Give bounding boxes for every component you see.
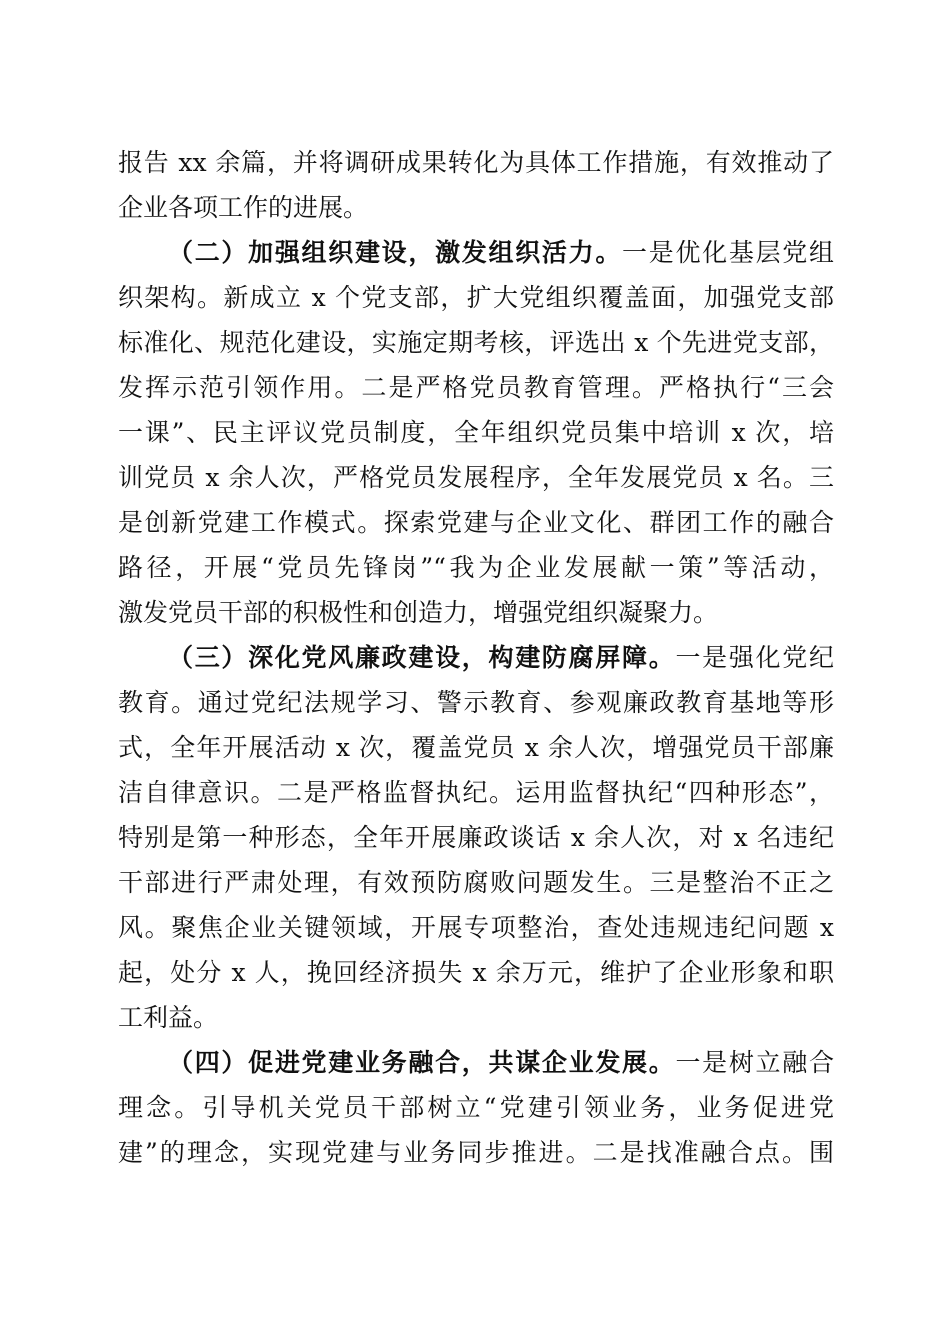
text-segment: 起，处分 x 人，挽回经济损失 x 余万元，维护了企业形象和职 [118, 958, 834, 987]
text-segment: 干部进行严肃处理，有效预防腐败问题发生。三是整治不正之 [118, 868, 834, 897]
text-line [118, 230, 834, 275]
text-line [118, 680, 834, 725]
text-line [118, 275, 834, 320]
text-segment: 工利益。 [118, 1003, 219, 1032]
text-line [118, 455, 834, 500]
text-segment: 激发党员干部的积极性和创造力，增强党组织凝聚力。 [118, 598, 719, 627]
paragraph [118, 140, 834, 230]
text-segment: 特别是第一种形态，全年开展廉政谈话 x 余人次，对 x 名违纪 [118, 823, 834, 852]
text-line [118, 590, 834, 635]
text-segment: 训党员 x 余人次，严格党员发展程序，全年发展党员 x 名。三 [118, 463, 834, 492]
text-segment: 企业各项工作的进展。 [118, 193, 369, 222]
section-heading: （三）深化党风廉政建设，构建防腐屏障。 [168, 643, 676, 672]
text-segment: 洁自律意识。二是严格监督执纪。运用监督执纪“四种形态”， [118, 778, 834, 807]
document-body [118, 140, 834, 1175]
text-segment: 标准化、规范化建设，实施定期考核，评选出 x 个先进党支部， [118, 328, 834, 357]
paragraph [118, 1040, 834, 1175]
text-line [118, 770, 834, 815]
text-line [118, 365, 834, 410]
text-segment: 式，全年开展活动 x 次，覆盖党员 x 余人次，增强党员干部廉 [118, 733, 834, 762]
section-heading: （四）促进党建业务融合，共谋企业发展。 [168, 1048, 676, 1077]
text-segment: 风。聚焦企业关键领域，开展专项整治，查处违规违纪问题 x [118, 913, 834, 942]
text-segment: 路径，开展“党员先锋岗”“我为企业发展献一策”等活动， [118, 553, 834, 582]
text-line [118, 860, 834, 905]
text-segment: 一是优化基层党组 [622, 238, 834, 267]
text-line [118, 545, 834, 590]
paragraph [118, 635, 834, 1040]
text-line [118, 950, 834, 995]
text-line [118, 320, 834, 365]
paragraph [118, 230, 834, 635]
text-line [118, 725, 834, 770]
text-segment: 一是树立融合 [675, 1048, 834, 1077]
text-segment: 一课”、民主评议党员制度，全年组织党员集中培训 x 次，培 [118, 418, 834, 447]
text-segment: 织架构。新成立 x 个党支部，扩大党组织覆盖面，加强党支部 [118, 283, 834, 312]
text-line [118, 185, 834, 230]
text-segment: 理念。引导机关党员干部树立“党建引领业务，业务促进党 [118, 1093, 834, 1122]
text-line [118, 500, 834, 545]
text-line [118, 905, 834, 950]
text-line [118, 410, 834, 455]
section-heading: （二）加强组织建设，激发组织活力。 [168, 238, 623, 267]
text-segment: 发挥示范引领作用。二是严格党员教育管理。严格执行“三会 [118, 373, 834, 402]
text-line [118, 635, 834, 680]
text-segment: 是创新党建工作模式。探索党建与企业文化、群团工作的融合 [118, 508, 834, 537]
text-line [118, 140, 834, 185]
text-segment: 建”的理念，实现党建与业务同步推进。二是找准融合点。围 [118, 1138, 834, 1167]
text-segment: 教育。通过党纪法规学习、警示教育、参观廉政教育基地等形 [118, 688, 834, 717]
text-line [118, 815, 834, 860]
text-line [118, 1085, 834, 1130]
text-segment: 报告 xx 余篇，并将调研成果转化为具体工作措施，有效推动了 [118, 148, 834, 177]
text-line [118, 1040, 834, 1085]
text-line [118, 995, 834, 1040]
text-line [118, 1130, 834, 1175]
text-segment: 一是强化党纪 [675, 643, 834, 672]
